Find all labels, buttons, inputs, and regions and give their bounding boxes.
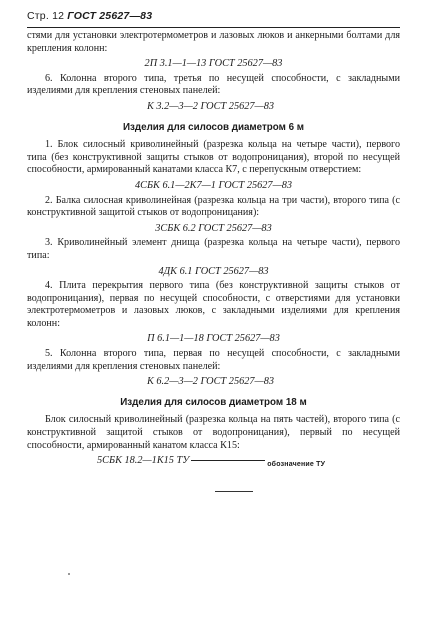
product-code-text: 5СБК 18.2—1К15 ТУ xyxy=(97,455,190,467)
scan-speck xyxy=(68,573,70,575)
product-code: К 3.2—3—2 ГОСТ 25627—83 xyxy=(147,100,274,112)
product-code-tu xyxy=(27,455,400,469)
paragraph-item-3: 3. Криволинейный элемент днища (разрезка кольца на четыре части), первого типа: xyxy=(27,237,400,261)
standard-designation: ГОСТ 25627—83 xyxy=(67,10,153,22)
paragraph-18m: Блок силосный криволинейный (разрезка кольца на пять частей), второго типа (с конструктивной защитой стыков от водопроницания), первый по несущей способности, армированный канатом класса К15: xyxy=(27,414,400,451)
product-code: 4СБК 6.1—2К7—1 ГОСТ 25627—83 xyxy=(134,179,293,191)
end-rule xyxy=(215,491,253,492)
paragraph-item-4: 4. Плита перекрытия первого типа (без конструктивной защиты стыков от водопроницания), первая по несущей способности, с отверстиями для установки электротермометров и лазовых люков, с закладными изделиями для крепления колонн: xyxy=(27,280,400,329)
product-code: 3СБК 6.2 ГОСТ 25627—83 xyxy=(155,222,272,234)
product-code: 2П 3.1—1—13 ГОСТ 25627—83 xyxy=(144,58,283,70)
page-header xyxy=(27,10,152,22)
tu-note: обозначение ТУ xyxy=(267,461,326,469)
paragraph-item-5: 5. Колонна второго типа, первая по несущей способности, с закладными изделиями для крепления стеновых панелей: xyxy=(27,348,400,372)
tu-blank-line xyxy=(191,460,265,461)
product-code: К 6.2—3—2 ГОСТ 25627—83 xyxy=(147,376,274,388)
paragraph-item-1: 1. Блок силосный криволинейный (разрезка кольца на четыре части), первого типа (без конструктивной защиты стыков от водопроницания), второй по несущей способности, армированный канатами класса К7, с перепускным отверстием: xyxy=(27,139,400,176)
page-number: Стр. 12 xyxy=(27,10,65,22)
section-title-18m: Изделия для силосов диаметром 18 м xyxy=(120,396,307,408)
paragraph-item-2: 2. Балка силосная криволинейная (разрезка кольца на три части), второго типа (с конструктивной защитой стыков от водопроницания): xyxy=(27,194,400,219)
document-body xyxy=(27,30,400,492)
header-rule xyxy=(27,27,400,28)
section-title-6m: Изделия для силосов диаметром 6 м xyxy=(122,121,305,133)
paragraph-continuation: стями для установки электротермометров и лазовых люков и анкерными болтами для крепления колонн: xyxy=(27,30,400,54)
paragraph-item-6: 6. Колонна второго типа, третья по несущей способности, с закладными изделиями для крепления стеновых панелей: xyxy=(27,72,400,97)
product-code: П 6.1—1—18 ГОСТ 25627—83 xyxy=(147,333,280,345)
product-code: 4ДК 6.1 ГОСТ 25627—83 xyxy=(158,265,269,277)
